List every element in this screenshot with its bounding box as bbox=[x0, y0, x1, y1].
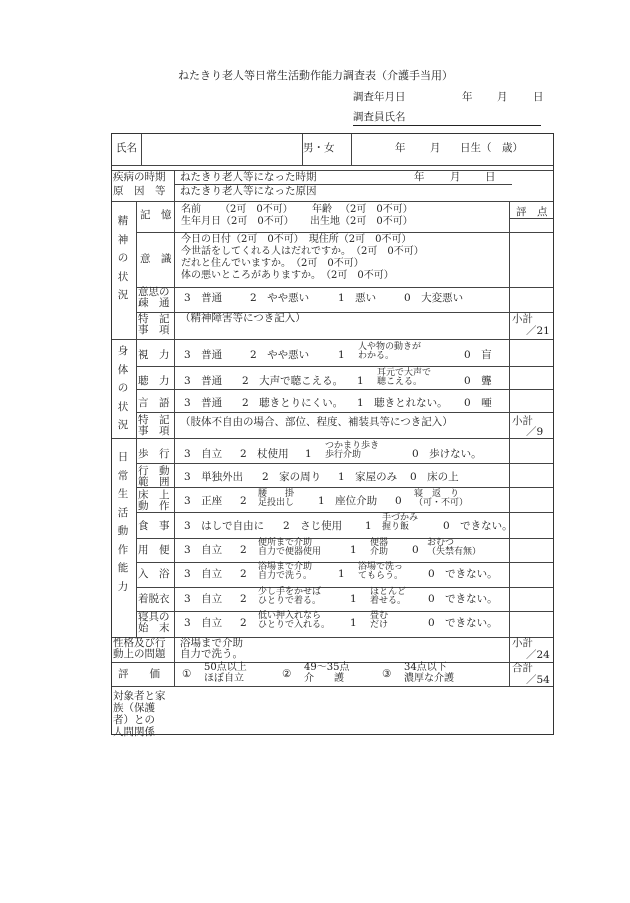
period-day-label: 日 bbox=[485, 171, 496, 183]
daily-living-section-label: 日 常 生 活 動 作 能 力 bbox=[117, 451, 129, 593]
awareness-q4: 体の悪いところがありますか。 （2可 0不可） bbox=[181, 270, 394, 281]
bedding-label: 寝具の 始 末 bbox=[138, 611, 170, 635]
activity-range-label: 行 動 範 囲 bbox=[138, 465, 170, 489]
bedding-opt-0: 0 できない。 bbox=[428, 617, 498, 629]
mental-notes-label: 特 記 事 項 bbox=[138, 313, 170, 337]
hearing-opt-3: 3 普通 bbox=[184, 375, 223, 387]
eval-option-3-mark: ③ bbox=[382, 668, 392, 680]
bedding-opt-3: 3 自立 bbox=[184, 617, 223, 629]
eval-option-3-text: 34点以下 濃厚な介護 bbox=[404, 662, 454, 684]
vision-opt-1-text: 人や物の動きが わかる。 bbox=[358, 342, 422, 361]
range-opt-2: 2 家の周り bbox=[262, 471, 322, 483]
memory-birthdate-item: 生年月日（2可 0不可） bbox=[181, 216, 294, 227]
speech-opt-0: 0 唖 bbox=[464, 397, 492, 409]
walking-opt-1: 1 bbox=[305, 448, 312, 460]
relations-label: 対象者と家 族（保護 者）との 人間関係 bbox=[113, 690, 166, 739]
daily-subtotal-label: 小計 bbox=[512, 637, 533, 649]
awareness-q2: 今世話をしてくれる人はだれですか。 （2可 0不可） bbox=[181, 246, 424, 257]
speech-opt-3: 3 普通 bbox=[184, 397, 223, 409]
eating-opt-0: 0 できない。 bbox=[443, 520, 513, 532]
eval-option-2-text: 49〜35点 介 護 bbox=[304, 662, 350, 684]
toilet-label: 用 便 bbox=[138, 544, 170, 556]
walking-label: 歩 行 bbox=[138, 448, 170, 460]
name-label: 氏名 bbox=[116, 142, 137, 154]
mental-subtotal-label: 小計 bbox=[512, 313, 533, 325]
birth-day-label: 日生（ bbox=[460, 142, 492, 154]
communication-label: 意思の 疎 通 bbox=[138, 286, 170, 310]
dressing-label: 着脱衣 bbox=[138, 593, 170, 605]
walking-opt-3: 3 自立 bbox=[184, 448, 223, 460]
speech-opt-2: 2 聴きとりにくい。 bbox=[242, 397, 344, 409]
walking-opt-1-text: つかまり歩き 歩行介助 bbox=[325, 441, 380, 460]
eval-option-1-text: 50点以上 ほぼ自立 bbox=[204, 662, 247, 684]
memory-name-scale: （2可 0不可） bbox=[220, 204, 293, 215]
awareness-label: 意 識 bbox=[140, 253, 172, 265]
rising-opt-0: 0 bbox=[395, 495, 402, 507]
bedding-opt-1-text: 畳む だけ bbox=[370, 611, 389, 630]
toilet-opt-0: 0 bbox=[412, 544, 419, 556]
gender-field: 男・女 bbox=[303, 142, 335, 154]
memory-birthplace-item: 出生地（2可 0不可） bbox=[310, 216, 413, 227]
hearing-opt-1: 1 bbox=[357, 375, 364, 387]
dressing-opt-1: 1 bbox=[350, 593, 357, 605]
bathing-label: 入 浴 bbox=[138, 568, 170, 580]
illness-cause-label: 原 因 等 bbox=[113, 185, 166, 197]
birth-year-label: 年 bbox=[395, 142, 406, 154]
surveyor-underline bbox=[353, 125, 541, 126]
rising-opt-3: 3 正座 bbox=[184, 495, 223, 507]
dressing-opt-2: 2 bbox=[240, 593, 247, 605]
behavior-label: 性格及び行 動上の問題 bbox=[113, 637, 166, 661]
memory-age-scale: （2可 0不可） bbox=[340, 204, 413, 215]
physical-subtotal-max: ／9 bbox=[526, 426, 544, 438]
survey-date-label: 調査年月日 bbox=[353, 91, 406, 103]
survey-year-label: 年 bbox=[462, 91, 473, 103]
bathing-opt-3: 3 自立 bbox=[184, 568, 223, 580]
speech-opt-1: 1 聴きとれない。 bbox=[357, 397, 448, 409]
range-opt-3: 3 単独外出 bbox=[184, 471, 244, 483]
eating-opt-2: 2 さじ使用 bbox=[283, 520, 343, 532]
dressing-opt-2-text: 少し手をかせば ひとりで着る。 bbox=[258, 587, 322, 606]
range-opt-1: 1 家屋のみ bbox=[338, 471, 398, 483]
daily-subtotal-max: ／24 bbox=[526, 649, 550, 661]
communication-opt-1: 1 悪い bbox=[338, 292, 377, 304]
bed-movement-label: 床 上 動 作 bbox=[138, 489, 170, 513]
evaluation-label: 評 価 bbox=[118, 668, 160, 680]
communication-opt-0: 0 大変悪い bbox=[404, 292, 464, 304]
rising-opt-2: 2 bbox=[240, 495, 247, 507]
bedridden-cause-question: ねたきり老人等になった原因 bbox=[180, 185, 317, 197]
dressing-opt-0: 0 できない。 bbox=[428, 593, 498, 605]
awareness-q1: 今日の日付（2可 0不可） 現住所（2可 0不可） bbox=[181, 234, 412, 245]
toilet-opt-0-text: おむつ （失禁有無） bbox=[427, 538, 482, 557]
vision-label: 視 力 bbox=[138, 349, 170, 361]
bathing-opt-2: 2 bbox=[240, 568, 247, 580]
period-year-label: 年 bbox=[414, 171, 425, 183]
birth-month-label: 月 bbox=[430, 142, 441, 154]
bathing-opt-1: 1 bbox=[338, 568, 345, 580]
communication-opt-2: 2 やや悪い bbox=[250, 292, 310, 304]
bathing-opt-2-text: 浴場まで介助 自力で洗う。 bbox=[258, 562, 313, 581]
physical-notes-label: 特 記 事 項 bbox=[138, 414, 170, 438]
eating-label: 食 事 bbox=[138, 520, 170, 532]
awareness-q3: だれと住んでいますか。 （2可 0不可） bbox=[181, 258, 364, 269]
toilet-opt-1: 1 bbox=[350, 544, 357, 556]
bedding-opt-1: 1 bbox=[350, 617, 357, 629]
toilet-opt-2-text: 便所まで介助 自力で便器使用 bbox=[258, 538, 322, 557]
memory-label: 記 憶 bbox=[140, 209, 172, 221]
rising-opt-0-text: 寝 返 り （可・不可） bbox=[414, 489, 469, 508]
memory-name-item: 名前 bbox=[181, 204, 201, 215]
toilet-opt-2: 2 bbox=[240, 544, 247, 556]
surveyor-label: 調査員氏名 bbox=[353, 111, 406, 123]
mental-subtotal-max: ／21 bbox=[526, 325, 550, 337]
eval-option-1-mark: ① bbox=[182, 668, 192, 680]
bedridden-period-question: ねたきり老人等になった時期 bbox=[180, 171, 317, 183]
total-max: ／54 bbox=[526, 674, 550, 686]
age-label: 歳） bbox=[502, 142, 523, 154]
survey-month-label: 月 bbox=[497, 91, 508, 103]
eating-opt-1: 1 bbox=[365, 520, 372, 532]
dressing-opt-3: 3 自立 bbox=[184, 593, 223, 605]
physical-subtotal-label: 小計 bbox=[512, 415, 533, 427]
eval-option-2-mark: ② bbox=[282, 668, 292, 680]
document-title: ねたきり老人等日常生活動作能力調査表（介護手当用） bbox=[178, 69, 453, 82]
walking-opt-2: 2 杖使用 bbox=[240, 448, 289, 460]
walking-opt-0: 0 歩けない。 bbox=[412, 448, 482, 460]
illness-period-label: 疾病の時期 bbox=[113, 171, 166, 183]
vision-opt-0: 0 盲 bbox=[464, 349, 492, 361]
bedding-opt-2-text: 低い押入れなら ひとりで入れる。 bbox=[258, 611, 331, 630]
bedding-opt-2: 2 bbox=[240, 617, 247, 629]
bathing-opt-0: 0 できない。 bbox=[428, 568, 498, 580]
hearing-opt-0: 0 聾 bbox=[464, 375, 492, 387]
score-header: 評 点 bbox=[516, 206, 548, 218]
physical-notes-instruction: （肢体不自由の場合、部位、程度、補装具等につき記入） bbox=[180, 416, 453, 428]
vision-opt-1: 1 bbox=[338, 349, 345, 361]
hearing-opt-1-text: 耳元で大声で 聴こえる。 bbox=[377, 368, 432, 387]
period-month-label: 月 bbox=[450, 171, 461, 183]
communication-opt-3: 3 普通 bbox=[184, 292, 223, 304]
behavior-text: 浴場まで介助 自力で洗う。 bbox=[180, 637, 243, 661]
eating-opt-1-text: 手づかみ 握り飯 bbox=[382, 513, 419, 532]
vision-opt-3: 3 普通 bbox=[184, 349, 223, 361]
vision-opt-2: 2 やや悪い bbox=[250, 349, 310, 361]
toilet-opt-1-text: 便器 介助 bbox=[370, 538, 389, 557]
physical-section-label: 身 体 の 状 況 bbox=[117, 345, 129, 431]
toilet-opt-3: 3 自立 bbox=[184, 544, 223, 556]
bathing-opt-1-text: 浴場で洗っ てもらう。 bbox=[358, 562, 404, 581]
survey-day-label: 日 bbox=[533, 91, 544, 103]
speech-label: 言 語 bbox=[138, 397, 170, 409]
rising-opt-1: 1 座位介助 bbox=[318, 495, 378, 507]
rising-opt-2-text: 腰 掛 足投出し bbox=[258, 489, 295, 508]
total-label: 合計 bbox=[512, 662, 533, 674]
mental-notes-instruction: （精神障害等につき記入） bbox=[180, 312, 306, 324]
range-opt-0: 0 床の上 bbox=[410, 471, 459, 483]
dressing-opt-1-text: ほとんど 着せる。 bbox=[370, 587, 407, 606]
mental-section-label: 精 神 の 状 況 bbox=[117, 215, 129, 301]
memory-age-item: 年齢 bbox=[312, 204, 332, 215]
hearing-opt-2: 2 大声で聴こえる。 bbox=[242, 375, 344, 387]
hearing-label: 聴 力 bbox=[138, 375, 170, 387]
eating-opt-3: 3 はしで自由に bbox=[184, 520, 265, 532]
